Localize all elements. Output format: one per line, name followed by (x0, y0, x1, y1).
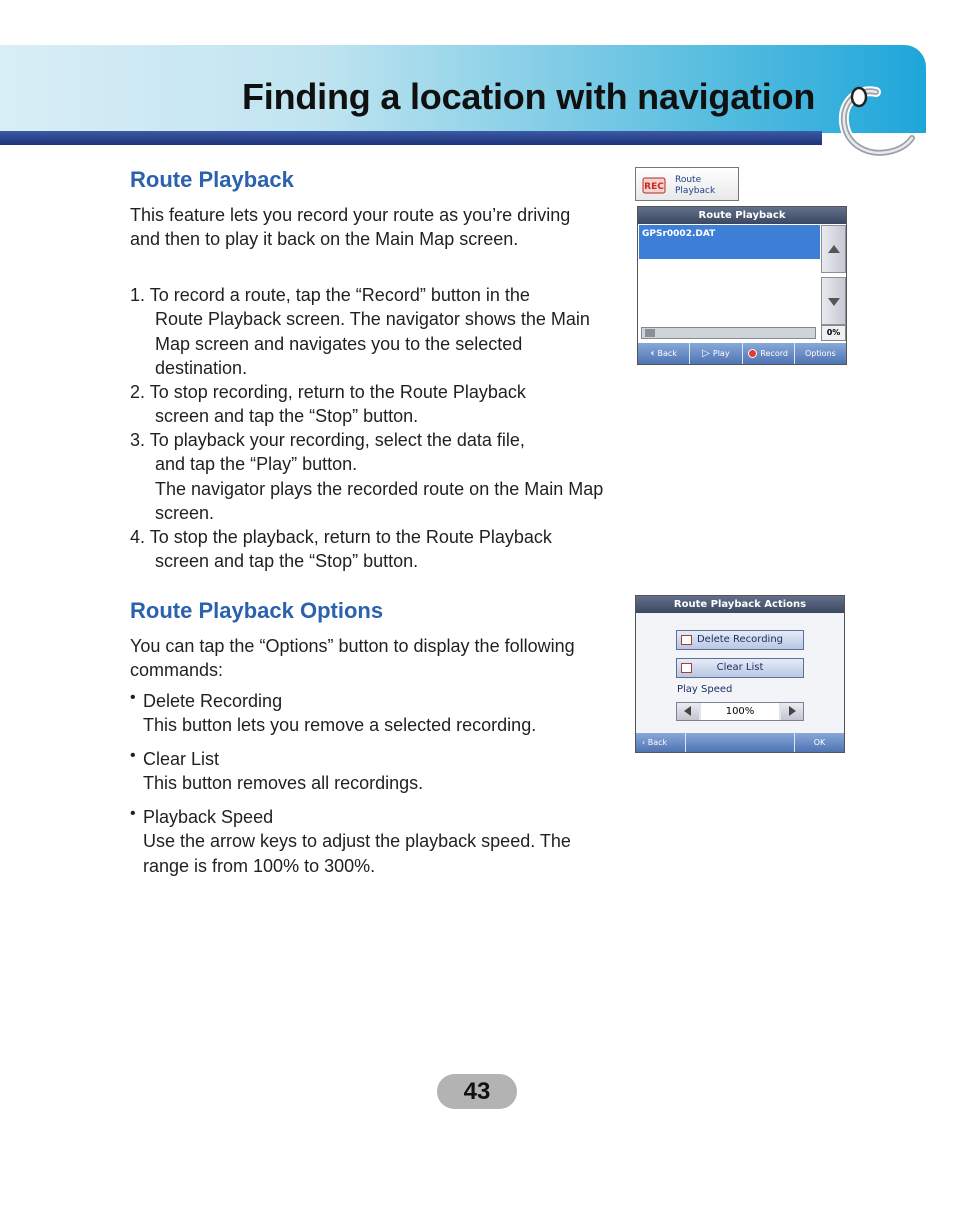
step-text: and tap the “Play” button. (155, 454, 358, 475)
progress-thumb[interactable] (645, 329, 655, 337)
chevron-left-icon: ‹ (650, 348, 655, 359)
route-playback-actions-screen (635, 595, 845, 753)
record-label: Record (760, 349, 788, 358)
speed-increase-button[interactable] (781, 703, 803, 720)
play-label: Play (712, 349, 730, 358)
bullet-label: Clear List (143, 749, 220, 769)
delete-recording-label: Delete Recording (696, 634, 784, 645)
bullet-description: This button lets you remove a selected recording. (143, 715, 537, 736)
step-text: 1. To record a route, tap the “Record” button in the (130, 285, 530, 305)
record-button[interactable] (743, 343, 795, 364)
play-button[interactable] (690, 343, 742, 364)
svg-text:REC: REC (644, 182, 664, 192)
bullet-playback-speed (130, 805, 600, 878)
bullet-delete-recording (130, 689, 600, 738)
section-heading-route-playback: Route Playback (130, 167, 294, 192)
ok-button[interactable]: OK (794, 733, 844, 752)
route-playback-screen (637, 206, 847, 365)
rec-icon (641, 175, 667, 195)
scroll-down-button[interactable] (821, 277, 846, 325)
bullet-label: Delete Recording (143, 691, 283, 711)
back-button[interactable] (638, 343, 690, 364)
route-playback-button[interactable] (635, 167, 739, 201)
step-3 (130, 428, 610, 525)
progress-percent: 0% (821, 325, 846, 341)
back-button[interactable] (636, 733, 686, 752)
step-text: 4. To stop the playback, return to the Route Playback (130, 527, 552, 547)
bullet-description: Use the arrow keys to adjust the playback speed. The range is from 100% to 300%. (143, 831, 571, 876)
step-text: 2. To stop recording, return to the Route Playback (130, 382, 526, 402)
play-speed-stepper (676, 702, 804, 721)
record-icon (748, 349, 757, 358)
step-text: The navigator plays the recorded route on the Main Map screen. (155, 478, 604, 523)
bullet-dot: • (130, 805, 136, 822)
step-text: 3. To playback your recording, select the data file, (130, 430, 525, 450)
bullet-dot: • (130, 689, 136, 706)
label-line: Route (675, 175, 702, 185)
back-label: Back (647, 738, 668, 747)
play-speed-label: Play Speed (677, 684, 733, 695)
back-label: Back (657, 349, 677, 358)
chevron-left-icon: ‹ (642, 738, 648, 747)
delete-icon (681, 635, 692, 645)
clear-list-icon (681, 663, 692, 673)
screen-toolbar (638, 343, 846, 364)
route-playback-button-label (675, 175, 715, 197)
label-line: Playback (675, 186, 716, 196)
bullet-dot: • (130, 747, 136, 764)
step-4 (130, 525, 610, 574)
screen-title: Route Playback (638, 207, 846, 224)
step-text: Route Playback screen. The navigator shows the Main Map screen and navigates you to the selected destination. (155, 309, 590, 378)
screen-toolbar (636, 733, 844, 752)
bullet-clear-list (130, 747, 600, 796)
play-icon: ▷ (702, 348, 710, 359)
header-stripe (0, 131, 822, 145)
step-text: screen and tap the “Stop” button. (155, 551, 419, 572)
play-speed-value: 100% (701, 703, 779, 720)
section-heading-route-playback-options: Route Playback Options (130, 598, 384, 623)
clear-list-label: Clear List (716, 662, 764, 673)
page-title: Finding a location with navigation (242, 76, 816, 117)
screen-title: Route Playback Actions (636, 596, 844, 613)
step-2 (130, 380, 610, 429)
bullet-label: Playback Speed (143, 807, 274, 827)
arrow-down-icon (828, 298, 840, 306)
options-label: Options (804, 349, 836, 358)
options-button[interactable] (795, 343, 846, 364)
clear-list-button[interactable] (676, 658, 804, 678)
bullet-description: This button removes all recordings. (143, 773, 424, 794)
route-playback-intro: This feature lets you record your route as you’re driving and then to play it back on the Main Map screen. (130, 205, 571, 250)
page-number: 43 (437, 1074, 517, 1109)
arrow-left-icon (684, 706, 691, 716)
ring-binder-icon (832, 80, 918, 166)
playback-progress-bar[interactable] (641, 327, 816, 339)
recording-list-item[interactable]: GPSr0002.DAT (639, 225, 820, 259)
arrow-up-icon (828, 245, 840, 253)
speed-decrease-button[interactable] (677, 703, 699, 720)
route-playback-options-intro: You can tap the “Options” button to display the following commands: (130, 636, 575, 681)
scroll-up-button[interactable] (821, 225, 846, 273)
step-1 (130, 283, 610, 380)
delete-recording-button[interactable] (676, 630, 804, 650)
arrow-right-icon (789, 706, 796, 716)
step-text: screen and tap the “Stop” button. (155, 406, 419, 427)
